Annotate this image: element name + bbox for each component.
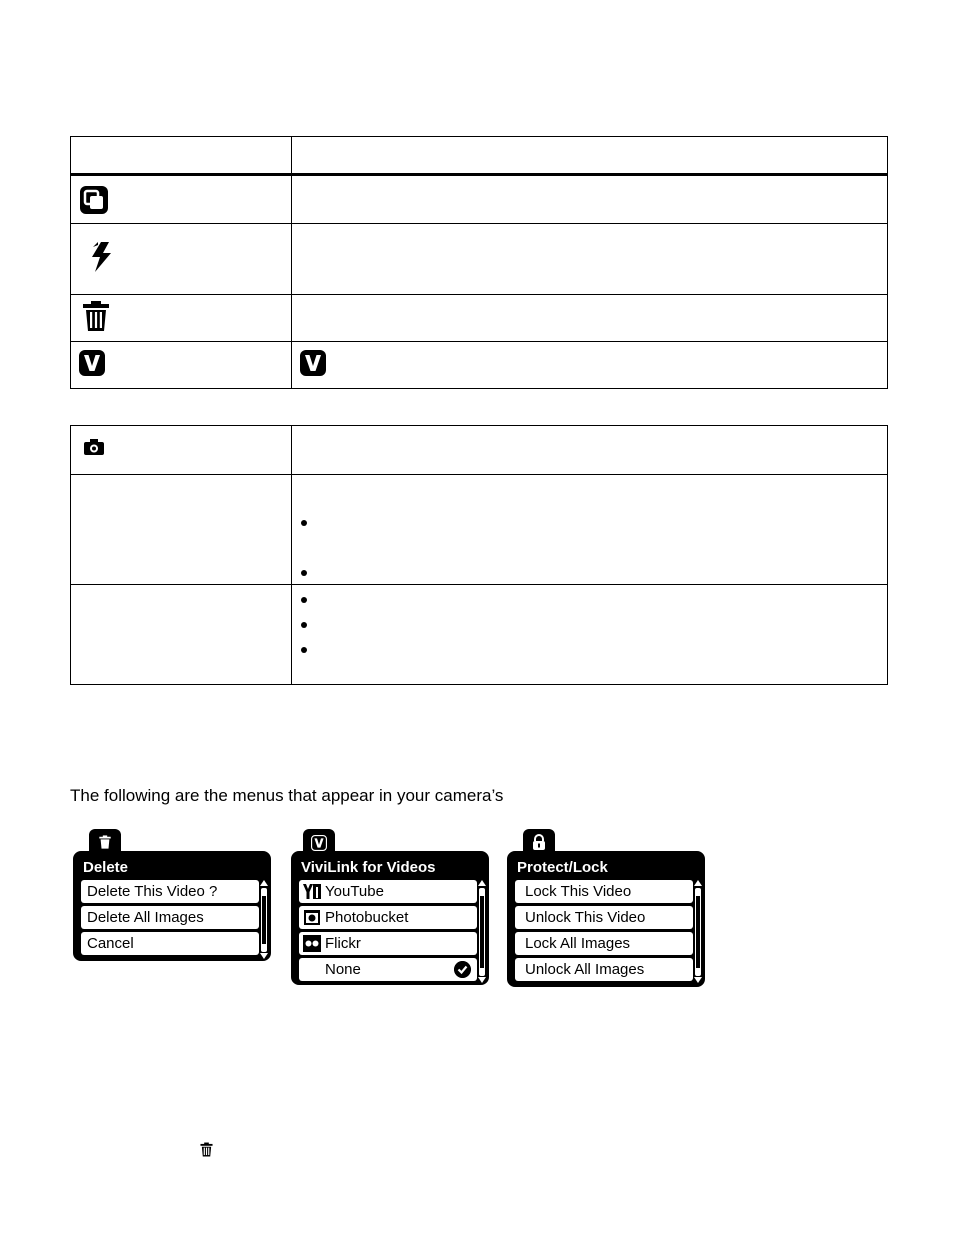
menu-panel: [291, 851, 489, 985]
bullet: [301, 622, 307, 628]
checkmark-icon: [454, 961, 471, 978]
table-row: [71, 584, 887, 684]
vivilink-icon: [78, 349, 106, 377]
menu-panel: [73, 851, 271, 961]
menu-item-lock-all-images[interactable]: Lock All Images: [515, 932, 693, 955]
scroll-up-icon[interactable]: [478, 880, 486, 886]
menu-item-cancel[interactable]: Cancel: [81, 932, 259, 955]
menu-item-none[interactable]: None: [299, 958, 477, 981]
flickr-icon: [303, 935, 321, 952]
menu-item-lock-this-video[interactable]: Lock This Video: [515, 880, 693, 903]
trash-icon: [98, 835, 112, 849]
photobucket-icon: [303, 909, 321, 926]
menu-item-photobucket[interactable]: Photobucket: [299, 906, 477, 929]
scroll-down-icon[interactable]: [694, 977, 702, 983]
table-row: [71, 426, 887, 474]
table-row: [71, 173, 887, 223]
flash-icon: [89, 241, 115, 273]
scrollbar[interactable]: [261, 888, 267, 952]
menu-icon-table: [70, 136, 888, 389]
menu-item-flickr[interactable]: Flickr: [299, 932, 477, 955]
multi-frame-icon: [79, 185, 109, 215]
scrollbar[interactable]: [479, 888, 485, 976]
table-header-row: [71, 137, 887, 173]
menu-title: ViviLink for Videos: [301, 859, 436, 876]
scrollbar[interactable]: [695, 888, 701, 976]
settings-table: [70, 425, 888, 685]
table-row: [71, 223, 887, 294]
menu-panel: [507, 851, 705, 987]
camera-icon: [83, 438, 105, 456]
scroll-down-icon[interactable]: [478, 977, 486, 983]
menu-item-delete-all-images[interactable]: Delete All Images: [81, 906, 259, 929]
delete-menu: [73, 829, 271, 963]
trash-icon: [200, 1142, 213, 1157]
menu-title: Protect/Lock: [517, 859, 608, 876]
intro-text: The following are the menus that appear in your camera’s: [70, 786, 504, 805]
scroll-up-icon[interactable]: [260, 880, 268, 886]
vivilink-icon: [311, 835, 327, 851]
menu-item-unlock-all-images[interactable]: Unlock All Images: [515, 958, 693, 981]
trash-icon: [82, 300, 110, 332]
scroll-down-icon[interactable]: [260, 953, 268, 959]
youtube-icon: [303, 883, 321, 900]
scroll-up-icon[interactable]: [694, 880, 702, 886]
vivilink-icon: [299, 349, 327, 377]
lock-icon: [532, 834, 546, 851]
menu-title: Delete: [83, 859, 129, 876]
menu-item-youtube[interactable]: YouTube: [299, 880, 477, 903]
menu-item-delete-this-video[interactable]: Delete This Video ?: [81, 880, 259, 903]
bullet: [301, 647, 307, 653]
bullet: [301, 597, 307, 603]
vivilink-menu: [291, 829, 489, 987]
bullet: [301, 570, 307, 576]
protect-lock-menu: [507, 829, 705, 987]
table-row: [71, 294, 887, 341]
menu-item-unlock-this-video[interactable]: Unlock This Video: [515, 906, 693, 929]
bullet: [301, 520, 307, 526]
table-row: [71, 341, 887, 388]
table-row: [71, 474, 887, 584]
